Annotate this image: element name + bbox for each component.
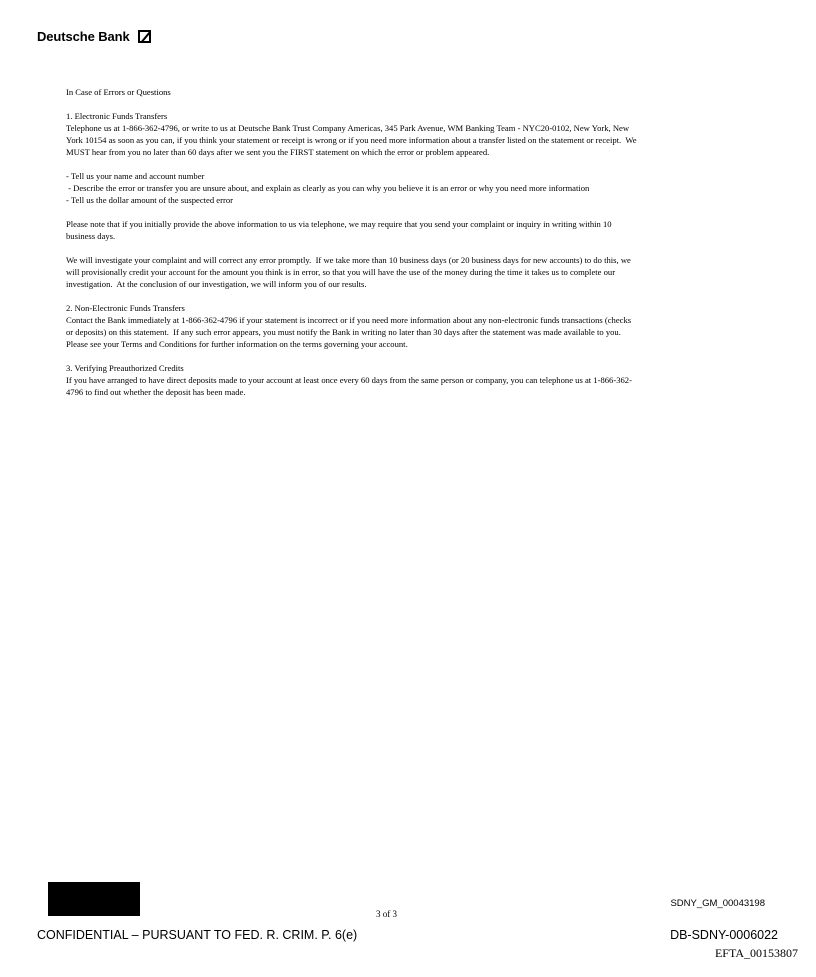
non-eft-section [66,302,638,350]
confidential-notice: CONFIDENTIAL – PURSUANT TO FED. R. CRIM. P. 6(e) [37,928,358,942]
eft-heading: 1. Electronic Funds Transfers [66,111,168,121]
non-eft-body: Contact the Bank immediately at 1-866-362-4796 if your statement is incorrect or if you need more information about any non-electronic funds transactions (checks or deposits) on this statement. If any such error appears, you must notify the Bank in writing no later than 30 days after the statement was made available to you. Please see your Terms and Conditions for further information on the terms governing your account. [66,315,634,349]
redaction-box [48,882,140,916]
deutsche-bank-logo-icon [138,30,151,43]
preauth-section [66,362,638,398]
preauth-body: If you have arranged to have direct deposits made to your account at least once every 60 days from the same person or company, you can telephone us at 1-866-362-4796 to find out whether the deposit has been made. [66,375,632,397]
bank-logo [37,26,151,46]
eft-bullets: - Tell us your name and account number - Describe the error or transfer you are unsure about, and explain as clearly as you can why you believe it is an error or why you need more information - Tell us the dollar amount of the suspected error [66,171,590,205]
eft-investigation: We will investigate your complaint and will correct any error promptly. If we take more than 10 business days (or 20 business days for new accounts) to do this, we will provisionally credit your account for the amount you think is in error, so that you will have the use of the money during the time it takes us to complete our investigation. At the conclusion of our investigation, we will inform you of our results. [66,255,633,289]
eft-section [66,110,638,158]
page-title: In Case of Errors or Questions [66,87,171,97]
page-number: 3 of 3 [376,909,397,919]
eft-telephone-note: Please note that if you initially provide the above information to us via telephone, we may require that you send your complaint or inquiry in writing within 10 business days. [66,219,614,241]
eft-body: Telephone us at 1-866-362-4796, or write to us at Deutsche Bank Trust Company Americas, 345 Park Avenue, WM Banking Team - NYC20-0102, New York, New York 10154 as soon as you can, if you think your statement or receipt is wrong or if you need more information about a transfer listed on the statement or receipt. We MUST hear from you no later than 60 days after we sent you the FIRST statement on which the error or problem appeared. [66,123,639,157]
preauth-heading: 3. Verifying Preauthorized Credits [66,363,184,373]
non-eft-heading: 2. Non-Electronic Funds Transfers [66,303,185,313]
bates-number-gm: SDNY_GM_00043198 [670,898,765,909]
brand-name: Deutsche Bank [37,28,130,44]
document-body [66,86,638,410]
bates-number-db: DB-SDNY-0006022 [670,928,778,942]
efta-number: EFTA_00153807 [714,946,798,960]
